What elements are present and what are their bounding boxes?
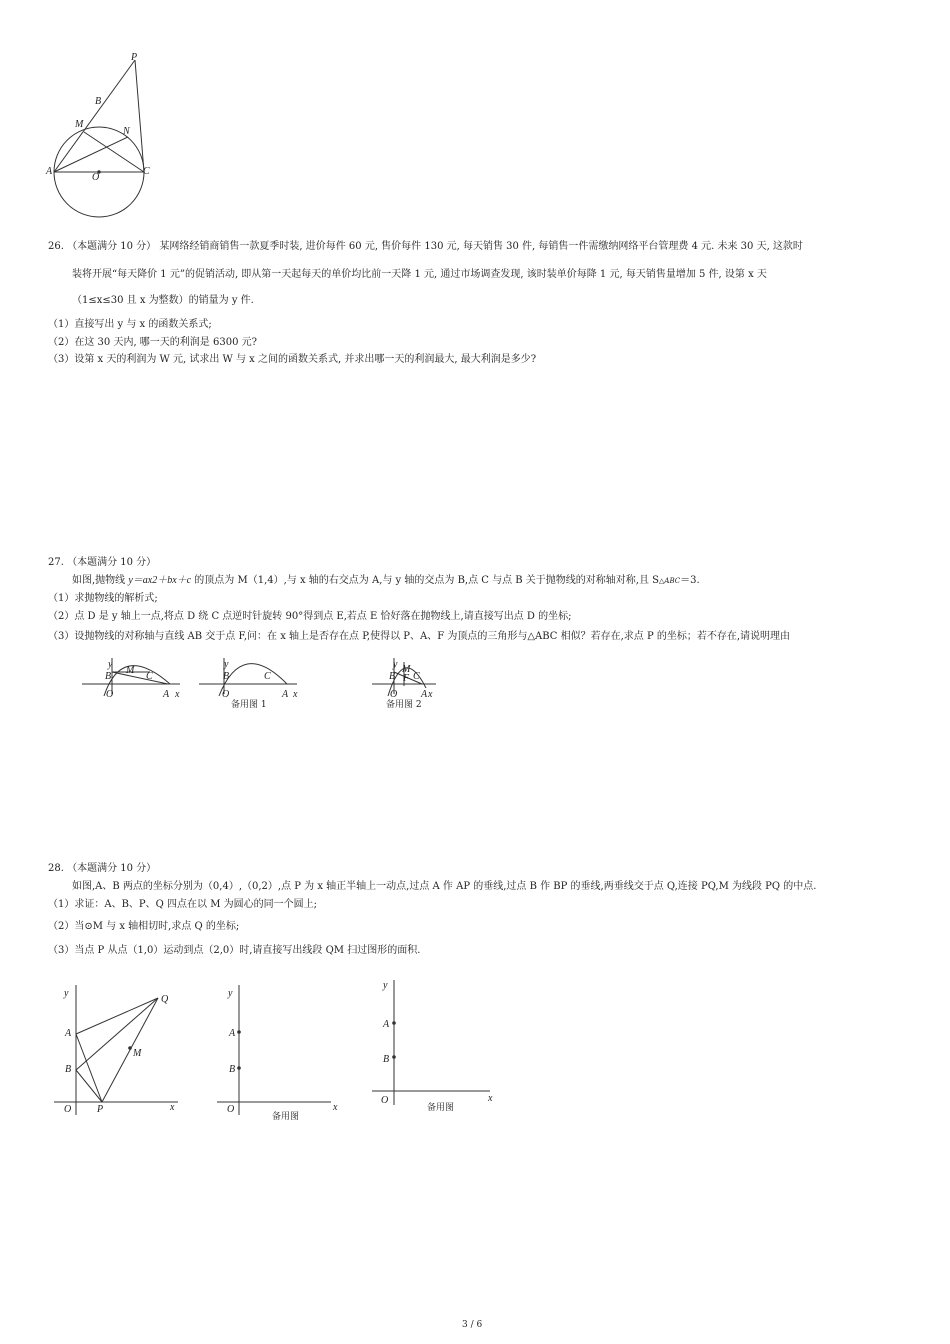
q27-f1-y: y <box>108 659 113 670</box>
point-label-b: B <box>95 96 102 107</box>
q28-f3-y: y <box>383 980 388 991</box>
q28-f2-y: y <box>228 988 233 999</box>
q28-f2-b: B <box>229 1064 236 1075</box>
q28-f3-caption: 备用图 <box>427 1103 455 1113</box>
point-label-n: N <box>123 126 130 137</box>
q27-header <box>48 556 156 570</box>
q27-f1-b: B <box>105 671 112 682</box>
point-label-c: C <box>143 166 150 177</box>
q28-figure-main <box>50 980 190 1120</box>
q27-part3: （3）设抛物线的对称轴与直线 AB 交于点 F,问：在 x 轴上是否存在点 P,使得以 P、A、F 为顶点的三角形与△ABC 相似？若存在,求点 P 的坐标；若不存在,请说明理由 <box>48 631 791 642</box>
q28-f3-x: x <box>488 1093 493 1104</box>
q27-f3-o: O <box>390 689 398 700</box>
point-label-a: A <box>46 166 53 177</box>
q27-figure-main <box>80 656 190 706</box>
q27-f3-x: x <box>428 689 433 700</box>
q26-score: （本题满分 10 分） <box>67 241 157 252</box>
q28-f1-y: y <box>64 988 69 999</box>
q28-figure-backup-1 <box>215 980 345 1120</box>
point-label-p: P <box>131 52 138 63</box>
circle-figure-drawing <box>40 50 170 220</box>
q27-f2-x: x <box>293 689 298 700</box>
q28-f2-caption: 备用图 <box>272 1112 300 1122</box>
q28-part2: （2）当⊙M 与 x 轴相切时,求点 Q 的坐标; <box>48 921 240 932</box>
q27-f2-y: y <box>224 659 229 670</box>
q28-f1-q: Q <box>161 994 169 1005</box>
q27-f2-b: B <box>223 671 230 682</box>
q27-f3-f: F <box>403 673 410 684</box>
q26-part3: （3）设第 x 天的利润为 W 元, 试求出 W 与 x 之间的函数关系式, 并求出哪一天的利润最大, 最大利润是多少? <box>48 354 537 365</box>
q28-f3-b: B <box>383 1054 390 1065</box>
q28-f3-o: O <box>381 1095 389 1106</box>
q27-f2-a: A <box>282 689 289 700</box>
q27-f3-a: A <box>421 689 428 700</box>
page-number: 3 / 6 <box>462 1320 483 1330</box>
q27-f2-caption: 备用图 1 <box>231 700 267 710</box>
q27-f1-c: C <box>146 671 153 682</box>
q27-f1-m: M <box>126 665 135 676</box>
q28-number: 28. <box>48 863 64 874</box>
q27-f3-c: C <box>413 671 420 682</box>
q28-f1-m: M <box>133 1048 142 1059</box>
point-label-o: O <box>92 172 100 183</box>
q27-f1-x: x <box>175 689 180 700</box>
q28-f2-o: O <box>227 1104 235 1115</box>
q27-f1-o: O <box>106 689 114 700</box>
q28-f3-a: A <box>383 1019 390 1030</box>
q27-f2-c: C <box>264 671 271 682</box>
q26-number: 26. <box>48 241 64 252</box>
point-label-m: M <box>75 119 84 130</box>
q27-part2: （2）点 D 是 y 轴上一点,将点 D 绕 C 点逆时针旋转 90°得到点 E,若点 E 恰好落在抛物线上,请直接写出点 D 的坐标; <box>48 611 572 622</box>
q28-part1: （1）求证：A、B、P、Q 四点在以 M 为圆心的同一个圆上; <box>48 899 318 910</box>
q27-part1: （1）求抛物线的解析式; <box>48 593 158 604</box>
q27-number: 27. <box>48 557 64 568</box>
q27-f3-y: y <box>393 659 398 670</box>
q27-f3-b: B <box>389 671 396 682</box>
q27-f3-caption: 备用图 2 <box>386 700 422 710</box>
q28-score: （本题满分 10 分） <box>67 863 157 874</box>
q28-f1-x: x <box>170 1102 175 1113</box>
q28-f1-p: P <box>97 1104 104 1115</box>
q28-f1-o: O <box>64 1104 72 1115</box>
q26-part2: （2）在这 30 天内, 哪一天的利润是 6300 元? <box>48 337 257 348</box>
q27-figure-backup-1 <box>197 656 307 706</box>
q26-part1: （1）直接写出 y 与 x 的函数关系式; <box>48 319 212 330</box>
q27-formula: y＝ax2＋bx＋c <box>128 575 192 586</box>
q28-part3: （3）当点 P 从点（1,0）运动到点（2,0）时,请直接写出线段 QM 扫过图形的面积. <box>48 945 421 956</box>
q27-f3-m: M <box>402 664 411 675</box>
q28-f2-a: A <box>229 1028 236 1039</box>
q28-stem: 如图,A、B 两点的坐标分别为（0,4）,（0,2）,点 P 为 x 轴正半轴上一动点,过点 A 作 AP 的垂线,过点 B 作 BP 的垂线,两垂线交于点 Q,连接 PQ,M 为线段 PQ 的中点. <box>72 881 817 892</box>
q28-figure-backup-2 <box>370 975 500 1115</box>
q26-stem-line2: 装将开展“每天降价 1 元”的促销活动, 即从第一天起每天的单价均比前一天降 1 元, 通过市场调查发现, 该时装单价每降 1 元, 每天销售量增加 5 件, 设第 x 天 <box>72 269 767 280</box>
q27-score: （本题满分 10 分） <box>67 557 157 568</box>
q28-header <box>48 862 156 876</box>
q26-stem-line1: 某网络经销商销售一款夏季时装, 进价每件 60 元, 售价每件 130 元, 每天销售 30 件, 每销售一件需缴纳网络平台管理费 4 元. 未来 30 天, 这款时 <box>159 241 803 252</box>
q27-f2-o: O <box>222 689 230 700</box>
q26-stem-line3: （1≤x≤30 且 x 为整数）的销量为 y 件. <box>72 295 254 306</box>
q27-f1-a: A <box>163 689 170 700</box>
q27-area-subscript: △ABC <box>659 577 681 585</box>
q26-header <box>48 240 803 254</box>
q28-f2-x: x <box>333 1102 338 1113</box>
q28-f1-b: B <box>65 1064 72 1075</box>
q28-f1-a: A <box>65 1028 72 1039</box>
q27-stem: 如图,抛物线 y＝ax2＋bx＋c 的顶点为 M（1,4）,与 x 轴的右交点为 A,与 y 轴的交点为 B,点 C 与点 B 关于抛物线的对称轴对称,且 S△ABC＝3. <box>72 575 700 586</box>
